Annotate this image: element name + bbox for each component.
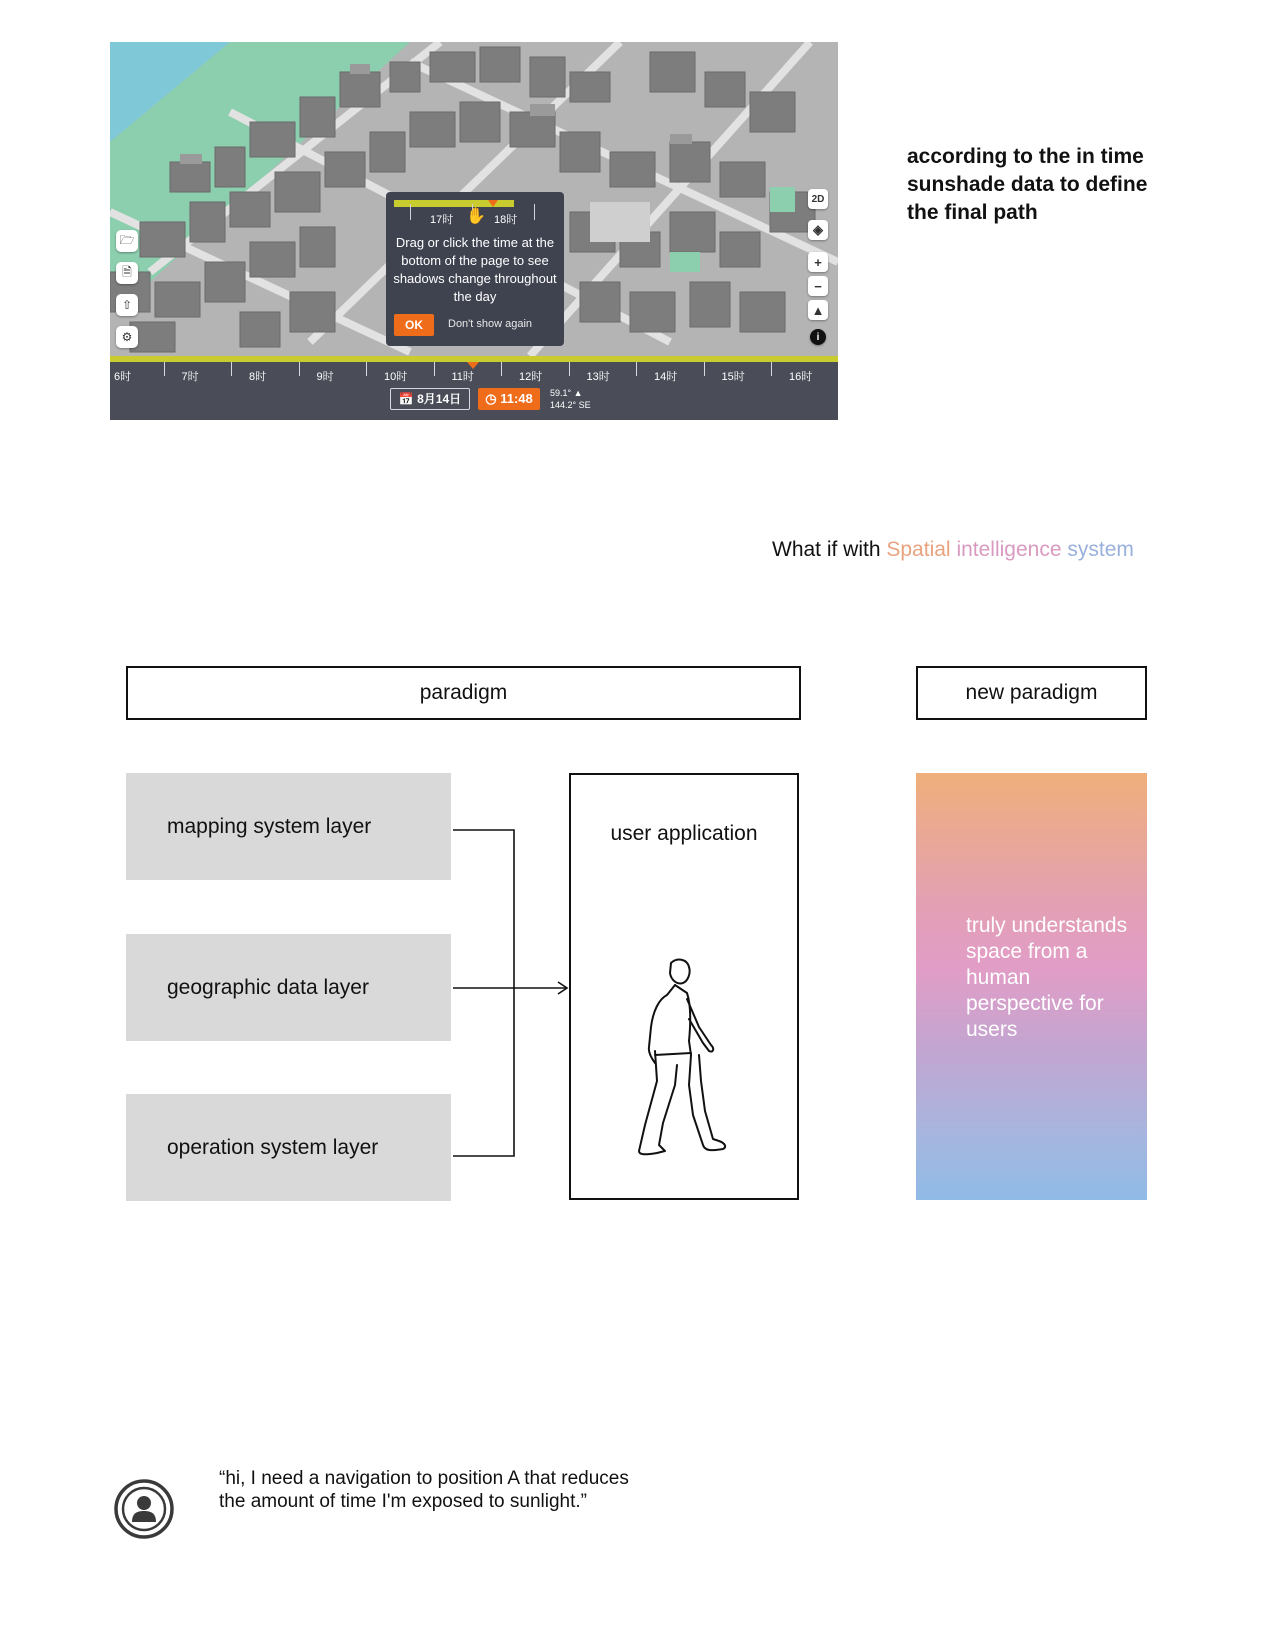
sun-altitude: 59.1° ▲ bbox=[550, 388, 583, 398]
paradigm-header: paradigm bbox=[126, 666, 801, 720]
hour-label[interactable]: 7时 bbox=[181, 371, 199, 383]
bracket-connector bbox=[453, 830, 514, 1156]
zoom-in-button[interactable]: + bbox=[808, 252, 828, 272]
user-request-quote: “hi, I need a navigation to position A that reduces the amount of time I'm exposed to sunlight.” bbox=[219, 1468, 629, 1512]
layer-label: geographic data layer bbox=[167, 976, 369, 999]
hour-label[interactable]: 9时 bbox=[316, 371, 334, 383]
layer-label: operation system layer bbox=[167, 1136, 379, 1159]
whatif-lead: What if with bbox=[772, 538, 881, 561]
hour-label[interactable]: 14时 bbox=[654, 371, 678, 383]
walking-person-icon bbox=[631, 955, 731, 1165]
gear-icon: ⚙ bbox=[121, 330, 133, 344]
hour-label[interactable]: 15时 bbox=[721, 371, 745, 383]
hour-label[interactable]: 16时 bbox=[789, 371, 813, 383]
hour-label[interactable]: 8时 bbox=[249, 371, 267, 383]
hour-label[interactable]: 13时 bbox=[586, 371, 610, 383]
whatif-word-intelligence: intelligence bbox=[956, 538, 1062, 561]
user-avatar-icon bbox=[113, 1478, 175, 1540]
hour-label[interactable]: 10时 bbox=[384, 371, 408, 383]
ok-button[interactable]: OK bbox=[394, 314, 434, 336]
date-value: 8月14日 bbox=[417, 392, 462, 406]
share-icon: ⇧ bbox=[121, 298, 133, 312]
tooltip-message: Drag or click the time at the bottom of the page to see shadows change throughout the day bbox=[393, 235, 557, 304]
tooltip-hour-left: 17时 bbox=[430, 214, 454, 226]
user-application-box bbox=[569, 773, 799, 1200]
sun-azimuth: 144.2° SE bbox=[550, 400, 591, 410]
tooltip-hour-right: 18时 bbox=[494, 214, 518, 226]
compass-icon: ▲ bbox=[811, 302, 825, 318]
app-label: user application bbox=[610, 822, 758, 845]
clock-icon: ◷ bbox=[485, 391, 497, 406]
layer-label: mapping system layer bbox=[167, 815, 372, 838]
info-icon: i bbox=[816, 331, 820, 343]
new-paradigm-panel bbox=[916, 773, 1147, 1200]
new-paradigm-text: truly understands space from a human perspective for users bbox=[966, 914, 1128, 1041]
layers-icon: ◈ bbox=[813, 222, 823, 237]
new-paradigm-header: new paradigm bbox=[916, 666, 1147, 720]
whatif-word-spatial: Spatial bbox=[886, 538, 951, 561]
hour-label[interactable]: 6时 bbox=[114, 371, 132, 383]
view-2d-button[interactable]: 2D bbox=[808, 189, 828, 209]
document-icon: 🗎 bbox=[122, 264, 132, 279]
hand-cursor-icon: ✋ bbox=[466, 208, 486, 225]
hour-label[interactable]: 12时 bbox=[519, 371, 543, 383]
hour-label[interactable]: 11时 bbox=[451, 371, 474, 383]
time-value: 11:48 bbox=[500, 391, 533, 406]
zoom-out-button[interactable]: − bbox=[808, 276, 828, 296]
calendar-icon: 📅 bbox=[398, 392, 414, 406]
map-caption: according to the in time sunshade data to define the final path bbox=[907, 145, 1148, 224]
whatif-word-system: system bbox=[1067, 538, 1134, 561]
dont-show-again-link[interactable]: Don't show again bbox=[448, 318, 533, 330]
folder-icon: 🗁 bbox=[119, 232, 135, 247]
